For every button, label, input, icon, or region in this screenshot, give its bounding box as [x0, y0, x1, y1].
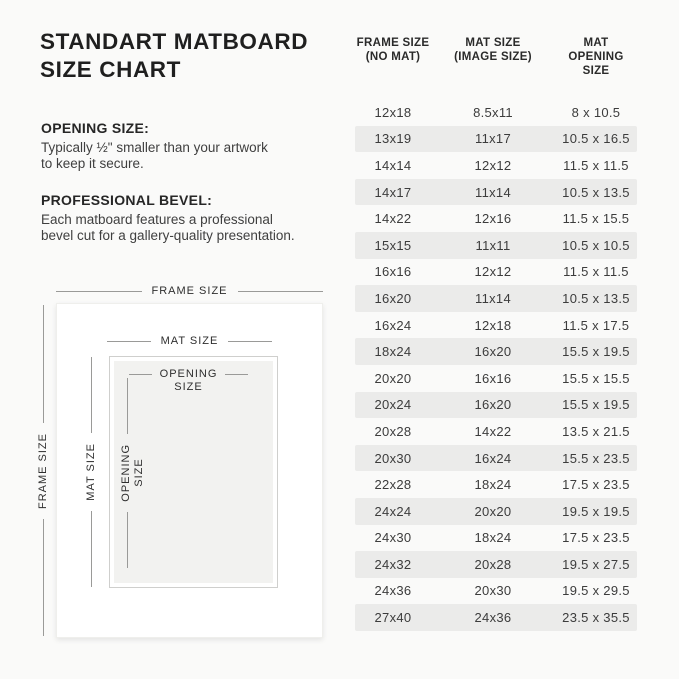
cell-frame-size: 27x40 [374, 610, 412, 626]
opening-size-label-line2: SIZE [133, 458, 145, 488]
column-header-line: FRAME SIZE [356, 37, 430, 49]
opening-size-label-line2: SIZE [174, 381, 203, 393]
table-row [355, 205, 637, 232]
cell-mat-size: 16x20 [474, 397, 512, 413]
note-professional-bevel [41, 192, 341, 244]
table-row [355, 471, 637, 498]
note-opening-size-text-line2: to keep it secure. [41, 156, 144, 171]
table-row [355, 551, 637, 578]
table-row [355, 259, 637, 286]
table-row [355, 578, 637, 605]
cell-opening-size: 17.5 x 23.5 [562, 530, 630, 546]
cell-frame-size: 24x30 [374, 530, 412, 546]
cell-opening-size: 10.5 x 10.5 [562, 237, 630, 253]
cell-frame-size: 20x20 [374, 370, 412, 386]
table-row [355, 338, 637, 365]
table-row [355, 285, 637, 312]
dimension-line [129, 374, 152, 375]
cell-mat-size: 18x24 [474, 530, 512, 546]
size-table [355, 36, 637, 631]
cell-mat-size: 11x14 [475, 290, 511, 306]
cell-mat-size: 16x20 [474, 344, 512, 360]
note-professional-bevel-text-line2: bevel cut for a gallery-quality presentation. [41, 228, 295, 243]
mat-size-label-horizontal: MAT SIZE [160, 335, 219, 347]
cell-mat-size: 14x22 [474, 423, 512, 439]
page-title [40, 28, 308, 84]
cell-frame-size: 14x17 [374, 184, 412, 200]
cell-opening-size: 13.5 x 21.5 [562, 423, 630, 439]
cell-frame-size: 16x16 [374, 264, 412, 280]
cell-opening-size: 19.5 x 27.5 [562, 556, 630, 572]
cell-frame-size: 16x24 [374, 317, 412, 333]
cell-opening-size: 15.5 x 23.5 [562, 450, 630, 466]
table-row [355, 99, 637, 126]
column-header-line: MAT SIZE [465, 37, 521, 49]
cell-mat-size: 12x12 [474, 264, 512, 280]
dimension-line [127, 378, 128, 434]
note-opening-size-text-line1: Typically ½" smaller than your artwork [41, 140, 268, 155]
table-row [355, 525, 637, 552]
cell-frame-size: 14x14 [374, 157, 412, 173]
dimension-line [107, 341, 151, 342]
cell-mat-size: 24x36 [474, 610, 512, 626]
opening-size-label-vertical [120, 444, 146, 502]
cell-frame-size: 13x19 [374, 131, 412, 147]
table-row [355, 126, 637, 153]
table-row [355, 179, 637, 206]
cell-opening-size: 10.5 x 13.5 [562, 184, 630, 200]
dimension-line [225, 374, 248, 375]
cell-frame-size: 24x24 [374, 503, 412, 519]
table-row [355, 365, 637, 392]
column-header-mat-opening-size [555, 36, 637, 78]
cell-mat-size: 12x18 [474, 317, 512, 333]
cell-mat-size: 16x24 [474, 450, 512, 466]
note-professional-bevel-heading: PROFESSIONAL BEVEL: [41, 192, 213, 208]
mat-size-horizontal-dimension [107, 334, 272, 348]
column-header-frame-size [355, 36, 431, 78]
mat-size-label-vertical: MAT SIZE [84, 443, 97, 501]
size-table-body [355, 99, 637, 631]
dimension-line [238, 291, 324, 292]
cell-mat-size: 11x11 [475, 237, 511, 253]
cell-frame-size: 24x32 [374, 556, 412, 572]
cell-mat-size: 11x14 [475, 184, 511, 200]
column-header-line: MAT OPENING [568, 37, 624, 63]
cell-opening-size: 10.5 x 16.5 [562, 131, 630, 147]
cell-frame-size: 20x30 [374, 450, 412, 466]
cell-mat-size: 16x16 [474, 370, 512, 386]
frame-size-horizontal-dimension [56, 284, 323, 298]
cell-frame-size: 15x15 [374, 237, 412, 253]
cell-frame-size: 20x24 [374, 397, 412, 413]
dimension-line [127, 512, 128, 568]
cell-mat-size: 12x12 [474, 157, 512, 173]
note-opening-size [41, 120, 341, 172]
table-row [355, 604, 637, 631]
opening-size-label-line1: OPENING [159, 368, 218, 380]
cell-frame-size: 12x18 [374, 104, 412, 120]
dimension-line [228, 341, 272, 342]
cell-mat-size: 20x30 [474, 583, 512, 599]
column-header-mat-size [431, 36, 555, 78]
cell-mat-size: 20x20 [474, 503, 512, 519]
cell-opening-size: 17.5 x 23.5 [562, 477, 630, 493]
column-header-line: (IMAGE SIZE) [454, 51, 532, 63]
cell-opening-size: 15.5 x 15.5 [562, 370, 630, 386]
page-title-line2: SIZE CHART [40, 57, 181, 82]
page-title-line1: STANDART MATBOARD [40, 29, 309, 54]
cell-opening-size: 19.5 x 19.5 [562, 503, 630, 519]
cell-frame-size: 22x28 [374, 477, 412, 493]
cell-mat-size: 12x16 [474, 211, 512, 227]
cell-opening-size: 19.5 x 29.5 [562, 583, 630, 599]
table-row [355, 418, 637, 445]
opening-size-label-horizontal [160, 368, 218, 394]
size-table-header [355, 36, 637, 78]
cell-opening-size: 10.5 x 13.5 [562, 290, 630, 306]
dimension-line [43, 519, 44, 637]
cell-mat-size: 18x24 [474, 477, 512, 493]
table-row [355, 232, 637, 259]
table-row [355, 392, 637, 419]
column-header-line: SIZE [582, 65, 610, 77]
table-row [355, 152, 637, 179]
cell-frame-size: 18x24 [374, 344, 412, 360]
table-row [355, 445, 637, 472]
opening-size-horizontal-dimension [129, 368, 248, 395]
table-row [355, 498, 637, 525]
cell-opening-size: 11.5 x 11.5 [563, 157, 629, 173]
note-professional-bevel-text-line1: Each matboard features a professional [41, 212, 273, 227]
cell-frame-size: 16x20 [374, 290, 412, 306]
frame-size-label-vertical: FRAME SIZE [36, 432, 49, 509]
dimension-line [56, 291, 142, 292]
cell-mat-size: 11x17 [475, 131, 511, 147]
column-header-line: (NO MAT) [365, 51, 421, 63]
dimension-line [43, 305, 44, 423]
cell-opening-size: 15.5 x 19.5 [562, 397, 630, 413]
table-row [355, 312, 637, 339]
dimension-line [91, 511, 92, 587]
cell-opening-size: 23.5 x 35.5 [562, 610, 630, 626]
dimension-line [91, 357, 92, 433]
cell-frame-size: 24x36 [374, 583, 412, 599]
frame-size-label-horizontal: FRAME SIZE [151, 285, 228, 297]
cell-mat-size: 20x28 [474, 556, 512, 572]
cell-mat-size: 8.5x11 [473, 104, 513, 120]
note-opening-size-heading: OPENING SIZE: [41, 120, 150, 136]
cell-opening-size: 11.5 x 17.5 [562, 317, 630, 333]
cell-opening-size: 8 x 10.5 [571, 104, 621, 120]
cell-opening-size: 11.5 x 11.5 [563, 264, 629, 280]
mat-size-vertical-dimension [84, 357, 98, 587]
cell-frame-size: 20x28 [374, 423, 412, 439]
opening-size-vertical-dimension [113, 378, 145, 568]
cell-frame-size: 14x22 [374, 211, 412, 227]
opening-size-label-line1: OPENING [120, 444, 132, 502]
cell-opening-size: 15.5 x 19.5 [562, 344, 630, 360]
cell-opening-size: 11.5 x 15.5 [562, 211, 630, 227]
frame-size-vertical-dimension [36, 305, 50, 636]
